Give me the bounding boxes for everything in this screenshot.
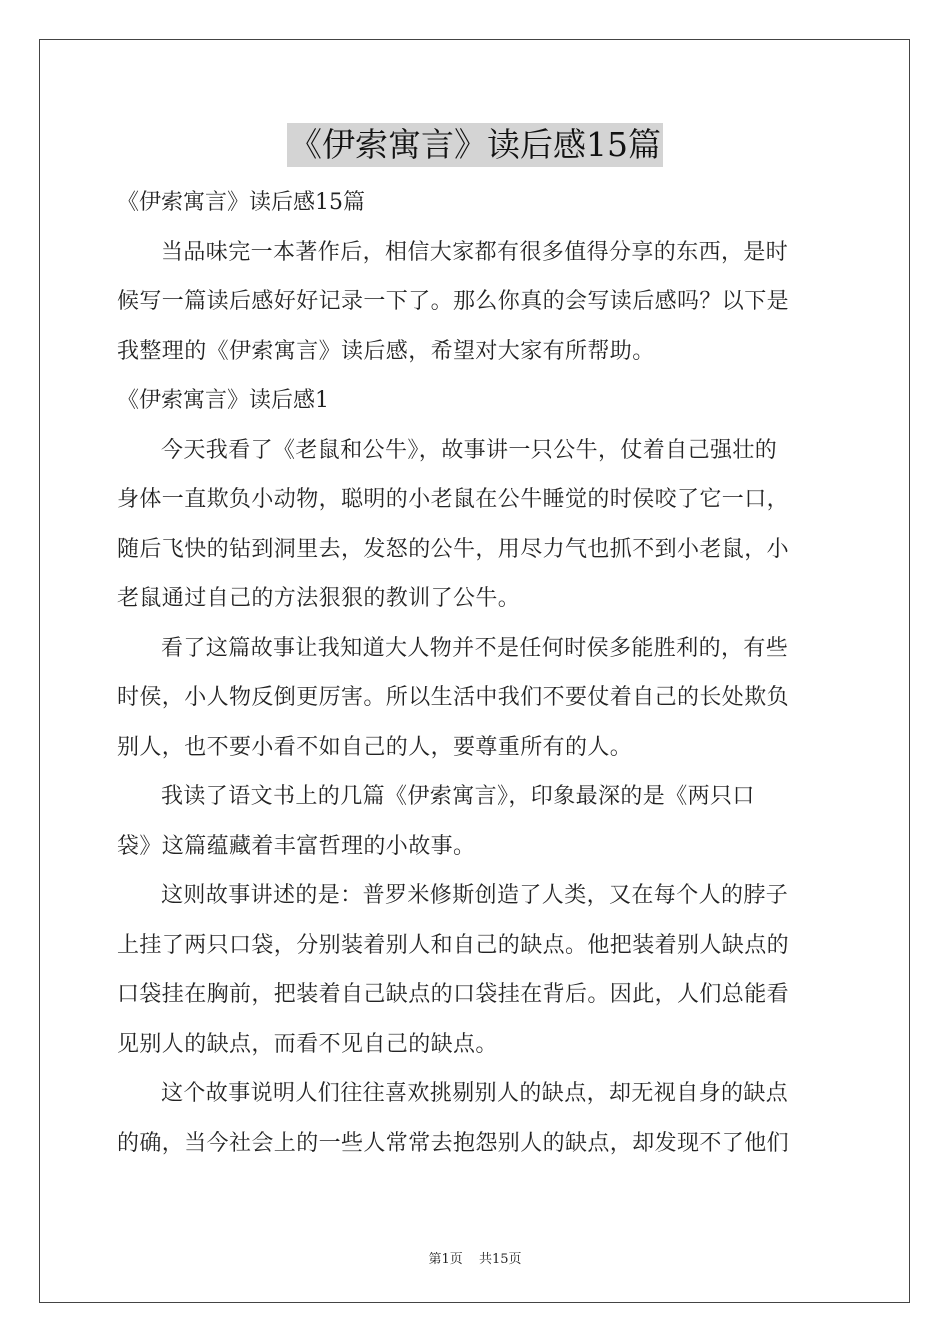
text-line: 时侯，小人物反倒更厉害。所以生活中我们不要仗着自己的长处欺负 xyxy=(117,685,790,710)
subtitle: 《伊索寓言》读后感15篇 xyxy=(117,190,365,215)
document-body xyxy=(117,178,833,1168)
text-line: 袋》这篇蕴藏着丰富哲理的小故事。 xyxy=(117,833,476,859)
text-line: 我整理的《伊索寓言》读后感，希望对大家有所帮助。 xyxy=(117,338,655,364)
title-wrap xyxy=(0,123,950,167)
text-line: 身体一直欺负小动物，聪明的小老鼠在公牛睡觉的时侯咬了它一口， xyxy=(117,487,790,512)
text-line: 我读了语文书上的几篇《伊索寓言》，印象最深的是《两只口 xyxy=(161,784,755,809)
text-line: 口袋挂在胸前，把装着自己缺点的口袋挂在背后。因此，人们总能看 xyxy=(117,982,790,1007)
text-line: 老鼠通过自己的方法狠狠的教训了公牛。 xyxy=(117,586,521,611)
paragraph xyxy=(117,1069,833,1168)
paragraph xyxy=(117,871,833,1069)
page-number: 第1页 xyxy=(428,1252,463,1267)
page-total: 共15页 xyxy=(478,1252,522,1267)
text-line: 这则故事讲述的是：普罗米修斯创造了人类，又在每个人的脖子 xyxy=(161,883,789,908)
text-line: 见别人的缺点，而看不见自己的缺点。 xyxy=(117,1031,498,1057)
paragraph xyxy=(117,624,833,773)
text-line: 别人，也不要小看不如自己的人，要尊重所有的人。 xyxy=(117,734,633,760)
text-line: 的确，当今社会上的一些人常常去抱怨别人的缺点，却发现不了他们 xyxy=(117,1130,790,1156)
section-heading: 《伊索寓言》读后感1 xyxy=(117,388,329,413)
document-title: 《伊索寓言》读后感15篇 xyxy=(287,123,663,167)
text-line: 今天我看了《老鼠和公牛》，故事讲一只公牛，仗着自己强壮的 xyxy=(161,437,778,463)
text-line: 这个故事说明人们往往喜欢挑剔别人的缺点，却无视自身的缺点 xyxy=(161,1081,789,1106)
page-footer xyxy=(0,1248,950,1267)
text-line: 上挂了两只口袋，分别装着别人和自己的缺点。他把装着别人缺点的 xyxy=(117,932,790,958)
text-line: 候写一篇读后感好好记录一下了。那么你真的会写读后感吗？以下是 xyxy=(117,289,790,314)
text-line: 当品味完一本著作后，相信大家都有很多值得分享的东西，是时 xyxy=(161,239,789,265)
paragraph xyxy=(117,426,833,624)
text-line: 随后飞快的钻到洞里去，发怒的公牛，用尽力气也抓不到小老鼠，小 xyxy=(117,536,790,562)
paragraph xyxy=(117,772,833,871)
intro-paragraph xyxy=(117,228,833,377)
text-line: 看了这篇故事让我知道大人物并不是任何时侯多能胜利的，有些 xyxy=(161,635,789,661)
